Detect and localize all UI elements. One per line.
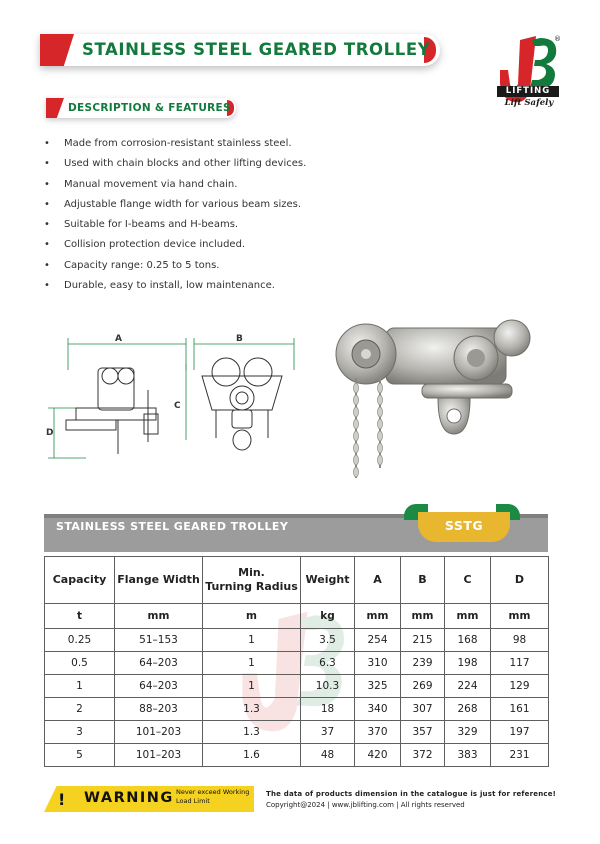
table-row xyxy=(45,675,549,698)
table-cell: 372 xyxy=(401,744,445,767)
table-cell: 269 xyxy=(401,675,445,698)
warning-label: WARNING xyxy=(84,790,174,806)
header-b: B xyxy=(401,557,445,604)
table-header-row xyxy=(45,557,549,604)
unit-cell: mm xyxy=(355,604,401,629)
table-cell: 224 xyxy=(445,675,491,698)
table-cell: 117 xyxy=(491,652,549,675)
table-cell: 18 xyxy=(301,698,355,721)
table-cell: 129 xyxy=(491,675,549,698)
unit-cell: mm xyxy=(491,604,549,629)
disclaimer: The data of products dimension in the catalogue is just for reference! xyxy=(266,790,557,798)
table-cell: 197 xyxy=(491,721,549,744)
registered-mark: ® xyxy=(554,35,561,43)
dimension-diagram xyxy=(46,330,306,460)
unit-cell: t xyxy=(45,604,115,629)
table-cell: 307 xyxy=(401,698,445,721)
table-cell: 161 xyxy=(491,698,549,721)
feature-item: • Adjustable flange width for various beam sizes. xyxy=(44,195,306,215)
unit-cell: mm xyxy=(401,604,445,629)
section-heading: DESCRIPTION & FEATURES xyxy=(68,102,231,114)
table-cell: 98 xyxy=(491,629,549,652)
table-cell: 101–203 xyxy=(115,744,203,767)
table-cell: 268 xyxy=(445,698,491,721)
spec-section-title: STAINLESS STEEL GEARED TROLLEY xyxy=(56,520,289,533)
trolley-body xyxy=(336,320,530,434)
table-cell: 51–153 xyxy=(115,629,203,652)
table-row xyxy=(45,629,549,652)
trolley-photo xyxy=(326,308,556,488)
dim-label-b: B xyxy=(236,334,243,344)
copyright: Copyright@2024 | www.jblifting.com | All rights reserved xyxy=(266,801,465,809)
feature-item: • Collision protection device included. xyxy=(44,235,306,255)
dim-label-c: C xyxy=(174,401,181,411)
feature-item: • Manual movement via hand chain. xyxy=(44,175,306,195)
page-title: STAINLESS STEEL GEARED TROLLEY xyxy=(82,40,431,59)
table-cell: 239 xyxy=(401,652,445,675)
warning-note: Never exceed Working Load Limit xyxy=(176,788,250,805)
table-cell: 0.5 xyxy=(45,652,115,675)
table-cell: 357 xyxy=(401,721,445,744)
logo-tagline: Lift Safely xyxy=(504,98,554,108)
table-units-row xyxy=(45,604,549,629)
header-weight: Weight xyxy=(301,557,355,604)
header-flange-width: Flange Width xyxy=(115,557,203,604)
front-view-drawing xyxy=(202,358,282,450)
table-cell: 3 xyxy=(45,721,115,744)
table-cell: 64–203 xyxy=(115,652,203,675)
table-cell: 168 xyxy=(445,629,491,652)
hand-chain xyxy=(356,378,380,478)
table-cell: 254 xyxy=(355,629,401,652)
header-turning-radius: Min. Turning Radius xyxy=(203,557,301,604)
unit-cell: m xyxy=(203,604,301,629)
table-cell: 101–203 xyxy=(115,721,203,744)
warning-icon: ! xyxy=(58,790,66,809)
table-cell: 231 xyxy=(491,744,549,767)
header-d: D xyxy=(491,557,549,604)
table-cell: 1 xyxy=(203,652,301,675)
table-cell: 1.3 xyxy=(203,698,301,721)
header-a: A xyxy=(355,557,401,604)
table-cell: 420 xyxy=(355,744,401,767)
feature-list xyxy=(44,134,306,296)
table-cell: 1 xyxy=(203,629,301,652)
side-view-drawing xyxy=(66,368,158,454)
table-cell: 1.6 xyxy=(203,744,301,767)
table-cell: 1 xyxy=(45,675,115,698)
logo-brand: LIFTING xyxy=(497,86,559,97)
unit-cell: mm xyxy=(445,604,491,629)
table-cell: 48 xyxy=(301,744,355,767)
table-cell: 5 xyxy=(45,744,115,767)
dim-label-d: D xyxy=(46,428,54,438)
table-cell: 3.5 xyxy=(301,629,355,652)
table-cell: 88–203 xyxy=(115,698,203,721)
table-cell: 37 xyxy=(301,721,355,744)
table-row xyxy=(45,744,549,767)
feature-item: • Used with chain blocks and other lifting devices. xyxy=(44,154,306,174)
table-cell: 310 xyxy=(355,652,401,675)
table-cell: 329 xyxy=(445,721,491,744)
header-c: C xyxy=(445,557,491,604)
table-cell: 340 xyxy=(355,698,401,721)
table-cell: 370 xyxy=(355,721,401,744)
table-cell: 64–203 xyxy=(115,675,203,698)
table-cell: 6.3 xyxy=(301,652,355,675)
feature-item: • Capacity range: 0.25 to 5 tons. xyxy=(44,256,306,276)
table-row xyxy=(45,721,549,744)
table-cell: 2 xyxy=(45,698,115,721)
table-cell: 1.3 xyxy=(203,721,301,744)
model-code-badge: SSTG xyxy=(418,512,510,542)
table-cell: 0.25 xyxy=(45,629,115,652)
feature-item: • Suitable for I-beams and H-beams. xyxy=(44,215,306,235)
feature-item: • Made from corrosion-resistant stainless steel. xyxy=(44,134,306,154)
unit-cell: kg xyxy=(301,604,355,629)
unit-cell: mm xyxy=(115,604,203,629)
feature-item: • Durable, easy to install, low maintenance. xyxy=(44,276,306,296)
table-row xyxy=(45,698,549,721)
header-capacity: Capacity xyxy=(45,557,115,604)
spec-table xyxy=(44,556,549,767)
table-cell: 198 xyxy=(445,652,491,675)
table-cell: 10.3 xyxy=(301,675,355,698)
table-cell: 1 xyxy=(203,675,301,698)
table-cell: 325 xyxy=(355,675,401,698)
table-row xyxy=(45,652,549,675)
table-cell: 383 xyxy=(445,744,491,767)
table-cell: 215 xyxy=(401,629,445,652)
dim-label-a: A xyxy=(115,334,122,344)
